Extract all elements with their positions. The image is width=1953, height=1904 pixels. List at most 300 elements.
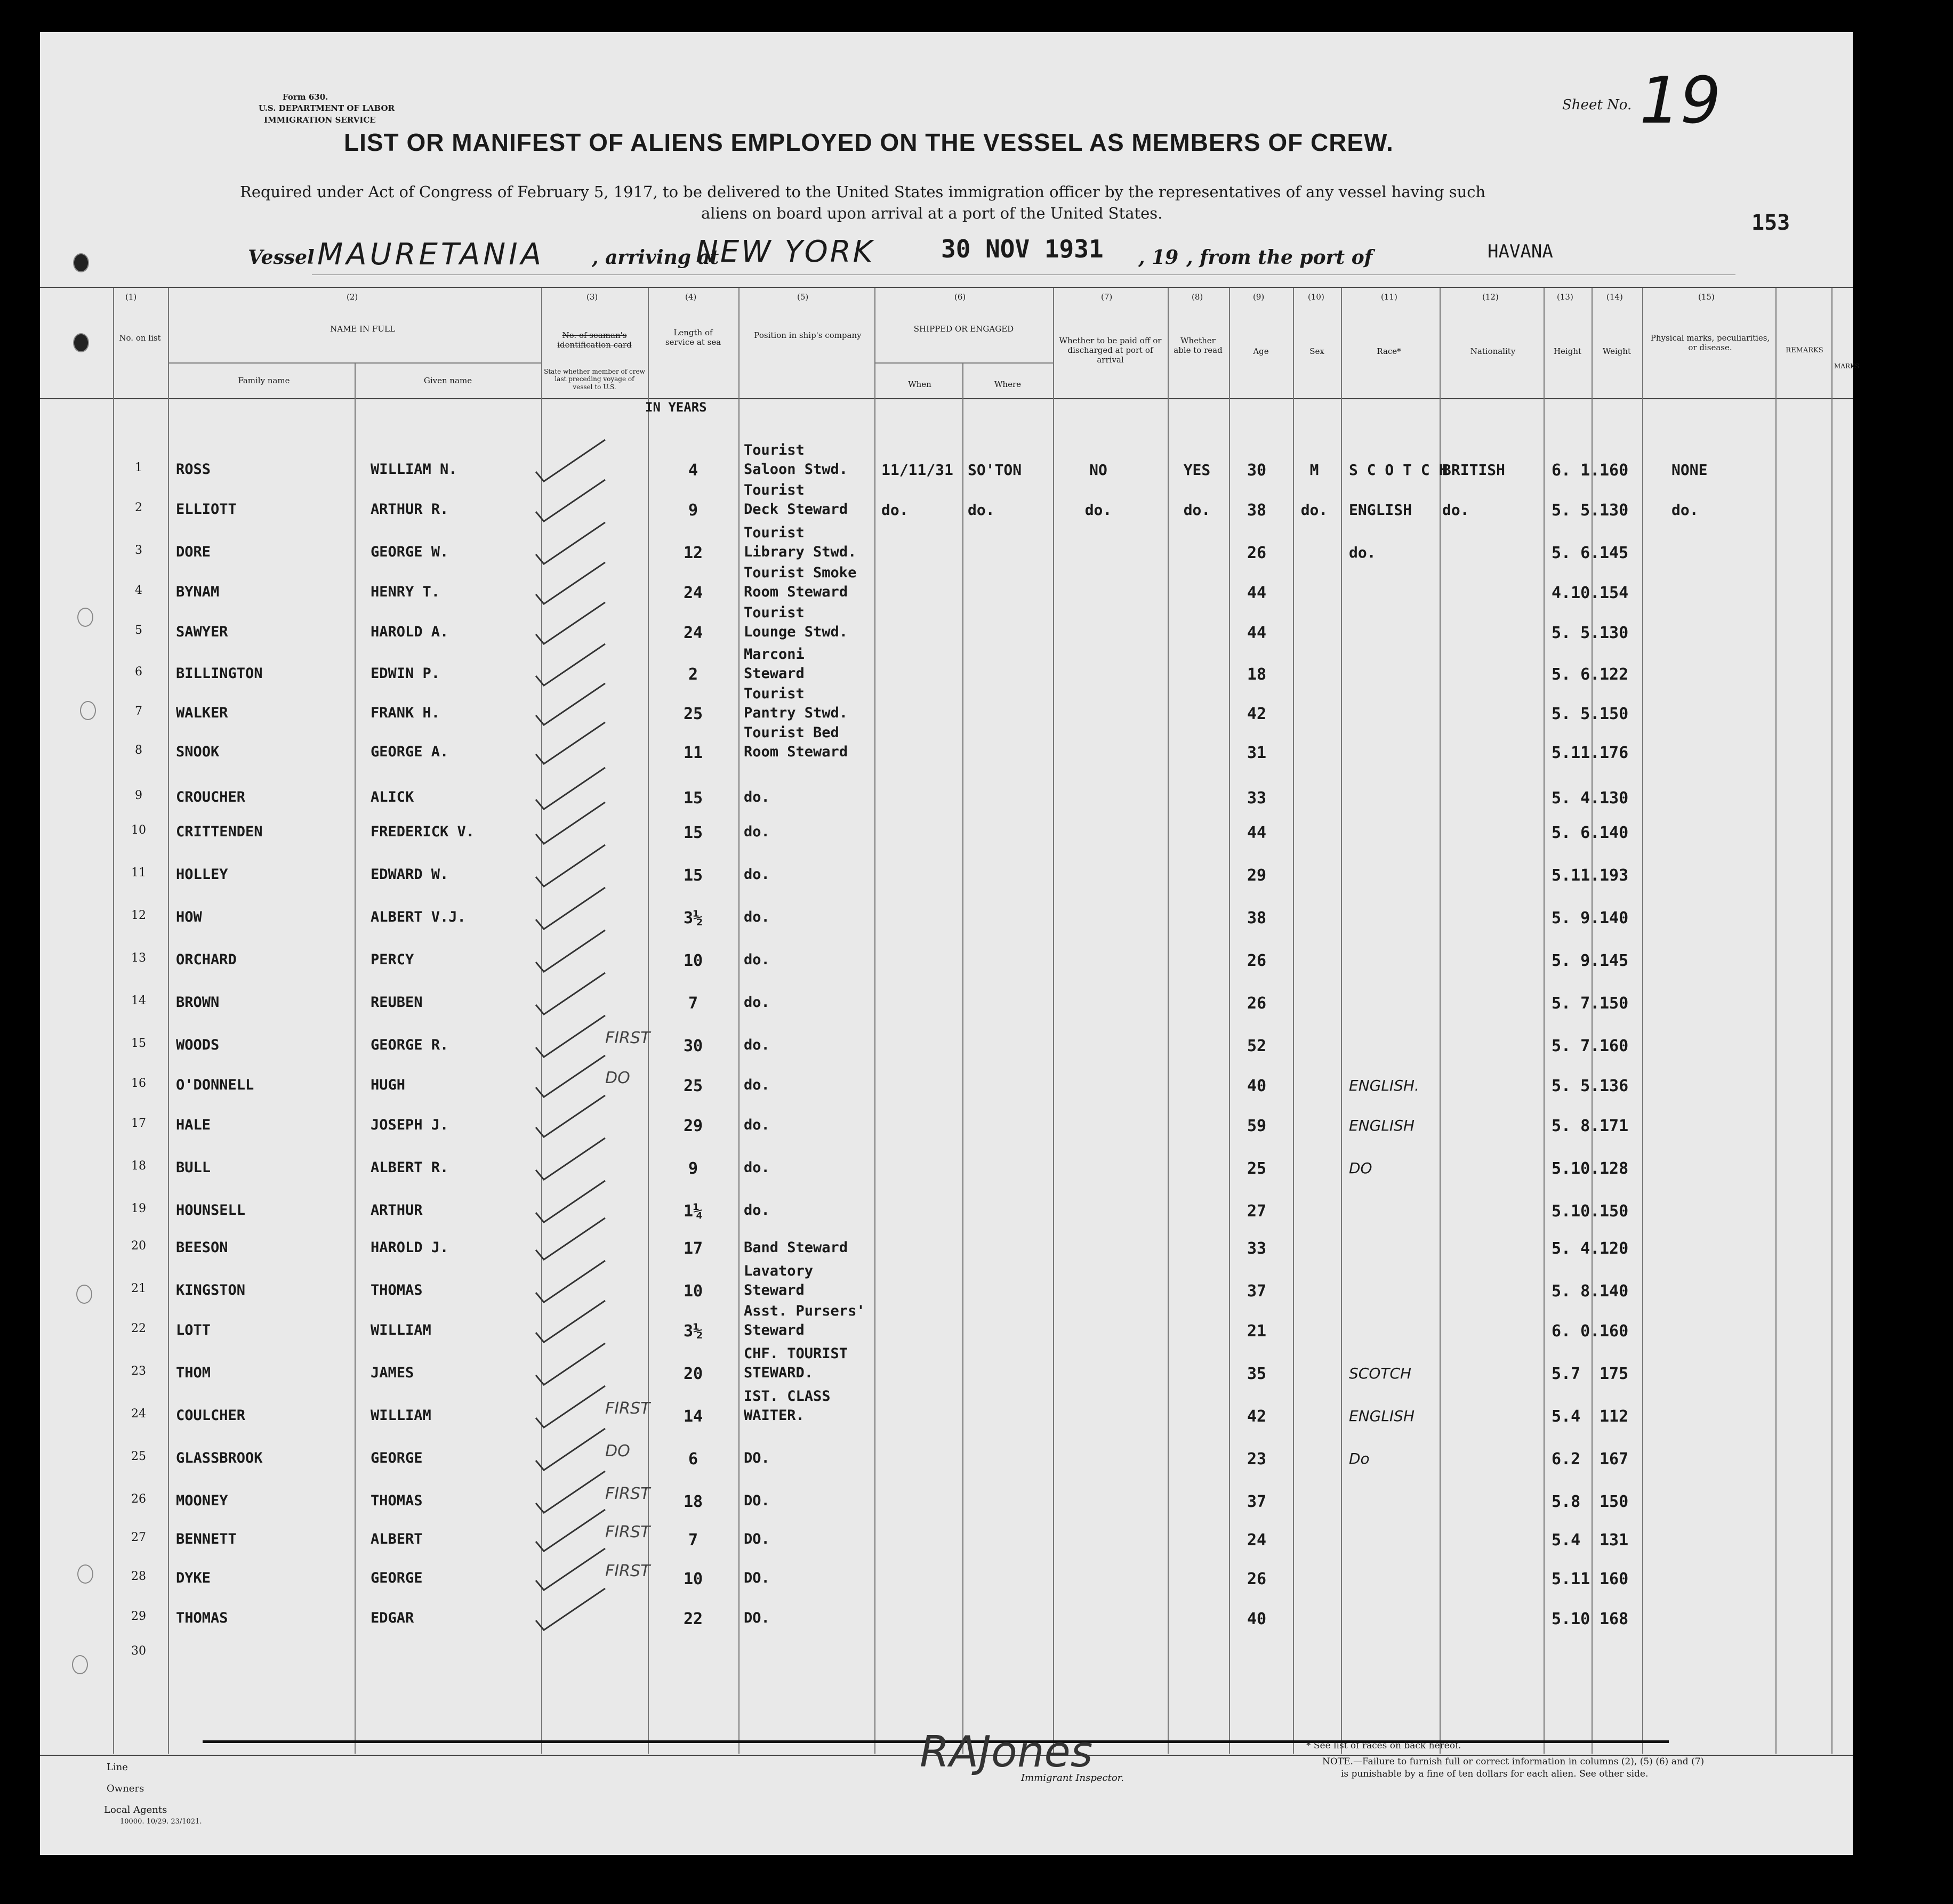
position-line2: do. (744, 1202, 770, 1219)
weight: 160 (1600, 461, 1629, 480)
hdr-length-service: Length of service at sea (665, 328, 721, 347)
family-name: GLASSBROOK (176, 1450, 263, 1466)
weight: 150 (1600, 705, 1629, 723)
years-at-sea: 9 (688, 501, 698, 520)
col-num-5: (5) (797, 292, 809, 302)
height: 5. 6. (1552, 544, 1600, 562)
position-line1: Tourist (744, 482, 805, 498)
col-num-13: (13) (1557, 292, 1573, 302)
age: 26 (1247, 1570, 1267, 1588)
race: S C O T C H (1349, 461, 1448, 479)
race: do. (1349, 544, 1376, 561)
given-name: HENRY T. (371, 584, 440, 600)
height: 4.10. (1552, 584, 1600, 602)
col-line-2 (168, 288, 169, 1754)
years-at-sea: 18 (683, 1492, 703, 1511)
height: 5. 8. (1552, 1282, 1600, 1301)
weight: 160 (1600, 1570, 1629, 1588)
age: 38 (1247, 909, 1267, 927)
weight: 175 (1600, 1365, 1629, 1383)
arriving-label: , arriving at (592, 246, 719, 269)
position-line2: WAITER. (744, 1407, 805, 1424)
col3-mark: FIRST (605, 1523, 650, 1542)
sex: M (1309, 461, 1319, 479)
given-name: EDWARD W. (371, 866, 449, 883)
footer-print-code: 10000. 10/29. 23/1021. (120, 1818, 202, 1826)
check-mark (536, 602, 605, 644)
form-subtitle-2: aliens on board upon arrival at a port of the United States. (701, 204, 1163, 222)
races-note: * See list of races on back hereof. (1306, 1740, 1461, 1751)
col-line-6 (874, 288, 875, 1754)
stamp-number: 153 (1751, 211, 1790, 235)
weight: 112 (1600, 1407, 1629, 1426)
check-mark (536, 1055, 605, 1097)
race: DO (1349, 1159, 1372, 1177)
age: 29 (1247, 866, 1267, 885)
position-line2: Library Stwd. (744, 544, 857, 560)
position-line1: Tourist (744, 604, 805, 621)
age: 23 (1247, 1450, 1267, 1469)
check-mark (536, 1386, 605, 1427)
row-number: 7 (135, 705, 142, 718)
inspector-signature: RAJones (920, 1727, 1093, 1777)
family-name: HOLLEY (176, 866, 228, 883)
col-num-10: (10) (1308, 292, 1324, 302)
from-port-label: , from the port of (1186, 246, 1373, 269)
engaged-where: do. (968, 501, 995, 519)
check-mark (536, 930, 605, 972)
col-line-16 (1775, 288, 1777, 1754)
col3-mark: FIRST (605, 1029, 650, 1047)
position-line2: do. (744, 866, 770, 883)
weight: 120 (1600, 1239, 1629, 1258)
position-line2: do. (744, 1159, 770, 1176)
age: 25 (1247, 1159, 1267, 1178)
row-number: 28 (131, 1570, 146, 1583)
family-name: BILLINGTON (176, 665, 263, 682)
given-name: GEORGE W. (371, 544, 449, 560)
position-line1: Tourist Smoke (744, 564, 857, 581)
years-at-sea: 1¼ (683, 1202, 703, 1221)
weight: 193 (1600, 866, 1629, 885)
weight: 167 (1600, 1450, 1629, 1469)
col-num-15: (15) (1698, 292, 1715, 302)
years-at-sea: 11 (683, 744, 703, 762)
family-name: ELLIOTT (176, 501, 237, 518)
form-title: LIST OR MANIFEST OF ALIENS EMPLOYED ON THE VESSEL AS MEMBERS OF CREW. (344, 128, 1394, 156)
row-number: 29 (131, 1610, 146, 1623)
row-number: 12 (131, 909, 146, 922)
row-number: 14 (131, 994, 146, 1007)
height: 5. 5. (1552, 501, 1600, 520)
age: 35 (1247, 1365, 1267, 1383)
hdr-weight: Weight (1602, 346, 1631, 356)
given-name: ALBERT R. (371, 1159, 449, 1176)
weight: 168 (1600, 1610, 1629, 1628)
years-at-sea: 2 (688, 665, 698, 684)
col-num-1: (1) (125, 292, 137, 302)
weight: 128 (1600, 1159, 1629, 1178)
age: 33 (1247, 1239, 1267, 1258)
age: 42 (1247, 1407, 1267, 1426)
years-at-sea: 15 (683, 789, 703, 808)
given-name: THOMAS (371, 1282, 423, 1298)
given-name: GEORGE (371, 1570, 423, 1586)
position-line2: STEWARD. (744, 1365, 814, 1381)
hdr-family-name: Family name (238, 376, 290, 385)
age: 37 (1247, 1282, 1267, 1301)
height: 6. 0. (1552, 1322, 1600, 1341)
given-name: GEORGE A. (371, 744, 449, 760)
given-name: EDWIN P. (371, 665, 440, 682)
given-name: ALBERT V.J. (371, 909, 466, 925)
punch-hole (73, 253, 89, 272)
family-name: KINGSTON (176, 1282, 246, 1298)
punch-hole (77, 1564, 93, 1584)
position-line2: Band Steward (744, 1239, 848, 1256)
years-at-sea: 20 (683, 1365, 703, 1383)
row-number: 8 (135, 744, 142, 757)
row-number: 21 (131, 1282, 146, 1295)
weight: 140 (1600, 824, 1629, 842)
col-num-11: (11) (1381, 292, 1397, 302)
form-number: Form 630. (283, 92, 328, 102)
col3-mark: DO (605, 1069, 630, 1087)
age: 42 (1247, 705, 1267, 723)
row-number: 18 (131, 1159, 146, 1173)
family-name: BULL (176, 1159, 211, 1176)
race: ENGLISH (1349, 1407, 1415, 1425)
row-number: 6 (135, 665, 142, 679)
col-line-2b (355, 362, 356, 1754)
family-name: CRITTENDEN (176, 824, 263, 840)
years-at-sea: 9 (688, 1159, 698, 1178)
weight: 130 (1600, 789, 1629, 808)
weight: 171 (1600, 1117, 1629, 1135)
family-name: ROSS (176, 461, 211, 478)
family-name: O'DONNELL (176, 1077, 254, 1093)
given-name: PERCY (371, 951, 414, 968)
age: 18 (1247, 665, 1267, 684)
footer-line-label: Line (107, 1762, 128, 1773)
height: 5.11. (1552, 866, 1600, 885)
col-line-5 (738, 288, 740, 1754)
years-at-sea: 22 (683, 1610, 703, 1628)
hdr-shipped: SHIPPED OR ENGAGED (913, 324, 1014, 334)
height: 5. 7. (1552, 1037, 1600, 1055)
given-name: HUGH (371, 1077, 406, 1093)
family-name: HOUNSELL (176, 1202, 246, 1219)
given-name: FRANK H. (371, 705, 440, 721)
col-num-12: (12) (1482, 292, 1499, 302)
weight: 160 (1600, 1037, 1629, 1055)
check-mark (536, 562, 605, 604)
check-mark (536, 1588, 605, 1630)
hdr-race: Race* (1377, 346, 1401, 356)
position-line1: Tourist (744, 685, 805, 702)
years-at-sea: 24 (683, 584, 703, 602)
sheet-number: 19 (1639, 64, 1721, 138)
check-mark (536, 1471, 605, 1513)
family-name: DORE (176, 544, 211, 560)
row-number: 26 (131, 1492, 146, 1506)
family-name: SNOOK (176, 744, 220, 760)
check-mark (536, 522, 605, 564)
given-name: REUBEN (371, 994, 423, 1011)
years-at-sea: 3½ (683, 909, 703, 927)
position-line2: do. (744, 1077, 770, 1093)
age: 37 (1247, 1492, 1267, 1511)
row-number: 19 (131, 1202, 146, 1215)
given-name: WILLIAM N. (371, 461, 457, 478)
age: 52 (1247, 1037, 1267, 1055)
col-line-17 (1831, 288, 1833, 1754)
position-line1: Asst. Pursers' (744, 1303, 865, 1319)
department-label: U.S. DEPARTMENT OF LABOR (259, 103, 395, 113)
col-line-9 (1229, 288, 1230, 1754)
given-name: WILLIAM (371, 1407, 431, 1424)
age: 27 (1247, 1202, 1267, 1221)
position-line2: DO. (744, 1610, 770, 1626)
check-mark (536, 1548, 605, 1590)
col3-mark: FIRST (605, 1562, 650, 1580)
family-name: THOM (176, 1365, 211, 1381)
given-name: FREDERICK V. (371, 824, 475, 840)
family-name: BEESON (176, 1239, 228, 1256)
weight: 140 (1600, 1282, 1629, 1301)
position-line2: Saloon Stwd. (744, 461, 848, 478)
col-line-1 (113, 288, 114, 1754)
position-line1: Tourist (744, 442, 805, 458)
height: 5. 8. (1552, 1117, 1600, 1135)
height: 5. 4. (1552, 789, 1600, 808)
years-at-sea: 7 (688, 994, 698, 1013)
hdr-paid-off: Whether to be paid off or discharged at port of arrival (1059, 336, 1162, 365)
given-name: HAROLD J. (371, 1239, 449, 1256)
weight: 154 (1600, 584, 1629, 602)
years-at-sea: 10 (683, 951, 703, 970)
family-name: SAWYER (176, 624, 228, 640)
nationality: BRITISH (1442, 461, 1506, 479)
row-number: 3 (135, 544, 142, 557)
weight: 145 (1600, 544, 1629, 562)
check-mark (536, 1429, 605, 1470)
position-line2: do. (744, 789, 770, 805)
age: 44 (1247, 824, 1267, 842)
age: 26 (1247, 994, 1267, 1013)
check-mark (536, 1301, 605, 1342)
manifest-sheet (40, 32, 1860, 1855)
col3-mark: FIRST (605, 1399, 650, 1418)
family-name: BYNAM (176, 584, 220, 600)
height: 5. 5. (1552, 624, 1600, 642)
age: 44 (1247, 624, 1267, 642)
row-number: 24 (131, 1407, 146, 1421)
position-line2: DO. (744, 1492, 770, 1509)
height: 5. 6. (1552, 665, 1600, 684)
punch-hole (77, 608, 93, 627)
hdr-able-read: Whether able to read (1174, 336, 1223, 355)
family-name: CROUCHER (176, 789, 246, 805)
height: 5.4 (1552, 1531, 1581, 1550)
years-at-sea: 7 (688, 1531, 698, 1550)
position-line2: Room Steward (744, 744, 848, 760)
weight: 130 (1600, 501, 1629, 520)
years-at-sea: 17 (683, 1239, 703, 1258)
hdr-marks: MARKS (1834, 362, 1860, 370)
col-num-3: (3) (586, 292, 598, 302)
row-number: 22 (131, 1322, 146, 1335)
col-line-7 (1053, 288, 1054, 1754)
hdr-given-name: Given name (423, 376, 472, 385)
header-bottom-line (40, 398, 1853, 399)
years-at-sea: 12 (683, 544, 703, 562)
check-mark (536, 973, 605, 1014)
form-subtitle-1: Required under Act of Congress of February 5, 1917, to be delivered to the United States immigration officer by the representatives of any vessel having such (240, 183, 1486, 201)
given-name: THOMAS (371, 1492, 423, 1509)
fine-note-2: is punishable by a fine of ten dollars for each alien. See other side. (1341, 1769, 1649, 1779)
check-mark (536, 722, 605, 764)
years-at-sea: 25 (683, 1077, 703, 1095)
check-mark (536, 845, 605, 886)
row-number: 9 (135, 789, 142, 802)
row-number: 27 (131, 1531, 146, 1544)
given-name: GEORGE R. (371, 1037, 449, 1053)
vessel-label: Vessel (248, 246, 315, 269)
height: 5.7 (1552, 1365, 1581, 1383)
years-at-sea: 4 (688, 461, 698, 480)
years-at-sea: 10 (683, 1570, 703, 1588)
hdr-remarks: REMARKS (1786, 346, 1823, 354)
check-mark (536, 440, 605, 481)
position-line1: Tourist Bed (744, 724, 839, 741)
check-mark (536, 1181, 605, 1222)
given-name: JAMES (371, 1365, 414, 1381)
weight: 136 (1600, 1077, 1629, 1095)
weight: 150 (1600, 994, 1629, 1013)
age: 40 (1247, 1077, 1267, 1095)
hdr-position: Position in ship's company (754, 330, 862, 340)
position-line2: do. (744, 1037, 770, 1053)
position-line2: Deck Steward (744, 501, 848, 518)
row-number: 23 (131, 1365, 146, 1378)
hdr-nationality: Nationality (1470, 346, 1516, 356)
position-line2: Steward (744, 665, 805, 682)
vessel-name: MAURETANIA (317, 237, 544, 272)
given-name: HAROLD A. (371, 624, 449, 640)
hdr-name-in-full: NAME IN FULL (330, 324, 395, 334)
service-label: IMMIGRATION SERVICE (264, 115, 376, 125)
years-at-sea: 30 (683, 1037, 703, 1055)
position-line2: DO. (744, 1450, 770, 1466)
family-name: HOW (176, 909, 202, 925)
years-at-sea: 15 (683, 866, 703, 885)
col-num-7: (7) (1101, 292, 1113, 302)
footer-owners-label: Owners (107, 1783, 144, 1794)
row-number: 10 (131, 824, 146, 837)
family-name: WOODS (176, 1037, 220, 1053)
row-number: 4 (135, 584, 142, 597)
col-line-11 (1341, 288, 1342, 1754)
able-to-read: YES (1183, 461, 1211, 479)
check-mark (536, 888, 605, 929)
check-mark (536, 1138, 605, 1180)
year-label: , 19 (1138, 246, 1179, 269)
col-num-9: (9) (1253, 292, 1265, 302)
years-at-sea: 24 (683, 624, 703, 642)
weight: 140 (1600, 909, 1629, 927)
check-mark (536, 644, 605, 685)
physical-marks: do. (1671, 501, 1699, 519)
col-line-8 (1168, 288, 1169, 1754)
hdr-physical: Physical marks, peculiarities, or disease. (1650, 333, 1770, 352)
hdr-where: Where (994, 380, 1021, 389)
position-line2: DO. (744, 1531, 770, 1547)
punch-hole (80, 701, 96, 720)
check-mark (536, 480, 605, 521)
from-port: HAVANA (1488, 241, 1553, 262)
nationality: do. (1442, 501, 1469, 519)
paid-off: do. (1084, 501, 1112, 519)
height: 5. 9. (1552, 909, 1600, 927)
family-name: DYKE (176, 1570, 211, 1586)
given-name: ARTHUR R. (371, 501, 449, 518)
check-marks (541, 405, 648, 1754)
position-line1: Lavatory (744, 1263, 814, 1279)
row-number: 15 (131, 1037, 146, 1050)
paid-off: NO (1089, 461, 1107, 479)
footer-local-agents-label: Local Agents (104, 1804, 167, 1816)
position-line2: Lounge Stwd. (744, 624, 848, 640)
race: ENGLISH (1349, 1117, 1415, 1134)
check-mark (536, 1095, 605, 1137)
table-top-line (40, 287, 1853, 288)
position-line2: Steward (744, 1322, 805, 1338)
inspector-label: Immigrant Inspector. (1021, 1772, 1124, 1784)
given-name: GEORGE (371, 1450, 423, 1466)
age: 26 (1247, 951, 1267, 970)
family-name: HALE (176, 1117, 211, 1133)
check-mark (536, 1510, 605, 1551)
age: 44 (1247, 584, 1267, 602)
row-number: 20 (131, 1239, 146, 1253)
hdr-state-member: State whether member of crew last preceding voyage of vessel to U.S. (544, 368, 645, 391)
weight: 145 (1600, 951, 1629, 970)
row-number: 5 (135, 624, 142, 637)
punch-hole (72, 1655, 88, 1674)
position-line2: DO. (744, 1570, 770, 1586)
engaged-where: SO'TON (968, 461, 1022, 479)
sex: do. (1300, 501, 1328, 519)
position-line2: do. (744, 824, 770, 840)
height: 5.10 (1552, 1610, 1590, 1628)
punch-hole (76, 1285, 92, 1304)
position-line2: do. (744, 1117, 770, 1133)
col-line-15 (1642, 288, 1643, 1754)
years-at-sea: 14 (683, 1407, 703, 1426)
family-name: THOMAS (176, 1610, 228, 1626)
check-mark (536, 1343, 605, 1385)
row-number: 11 (131, 866, 146, 880)
given-name: EDGAR (371, 1610, 414, 1626)
position-line1: IST. CLASS (744, 1388, 831, 1405)
weight: 150 (1600, 1202, 1629, 1221)
height: 5.8 (1552, 1492, 1581, 1511)
engaged-when: 11/11/31 (881, 461, 953, 479)
family-name: WALKER (176, 705, 228, 721)
col-line-13 (1544, 288, 1545, 1754)
age: 21 (1247, 1322, 1267, 1341)
